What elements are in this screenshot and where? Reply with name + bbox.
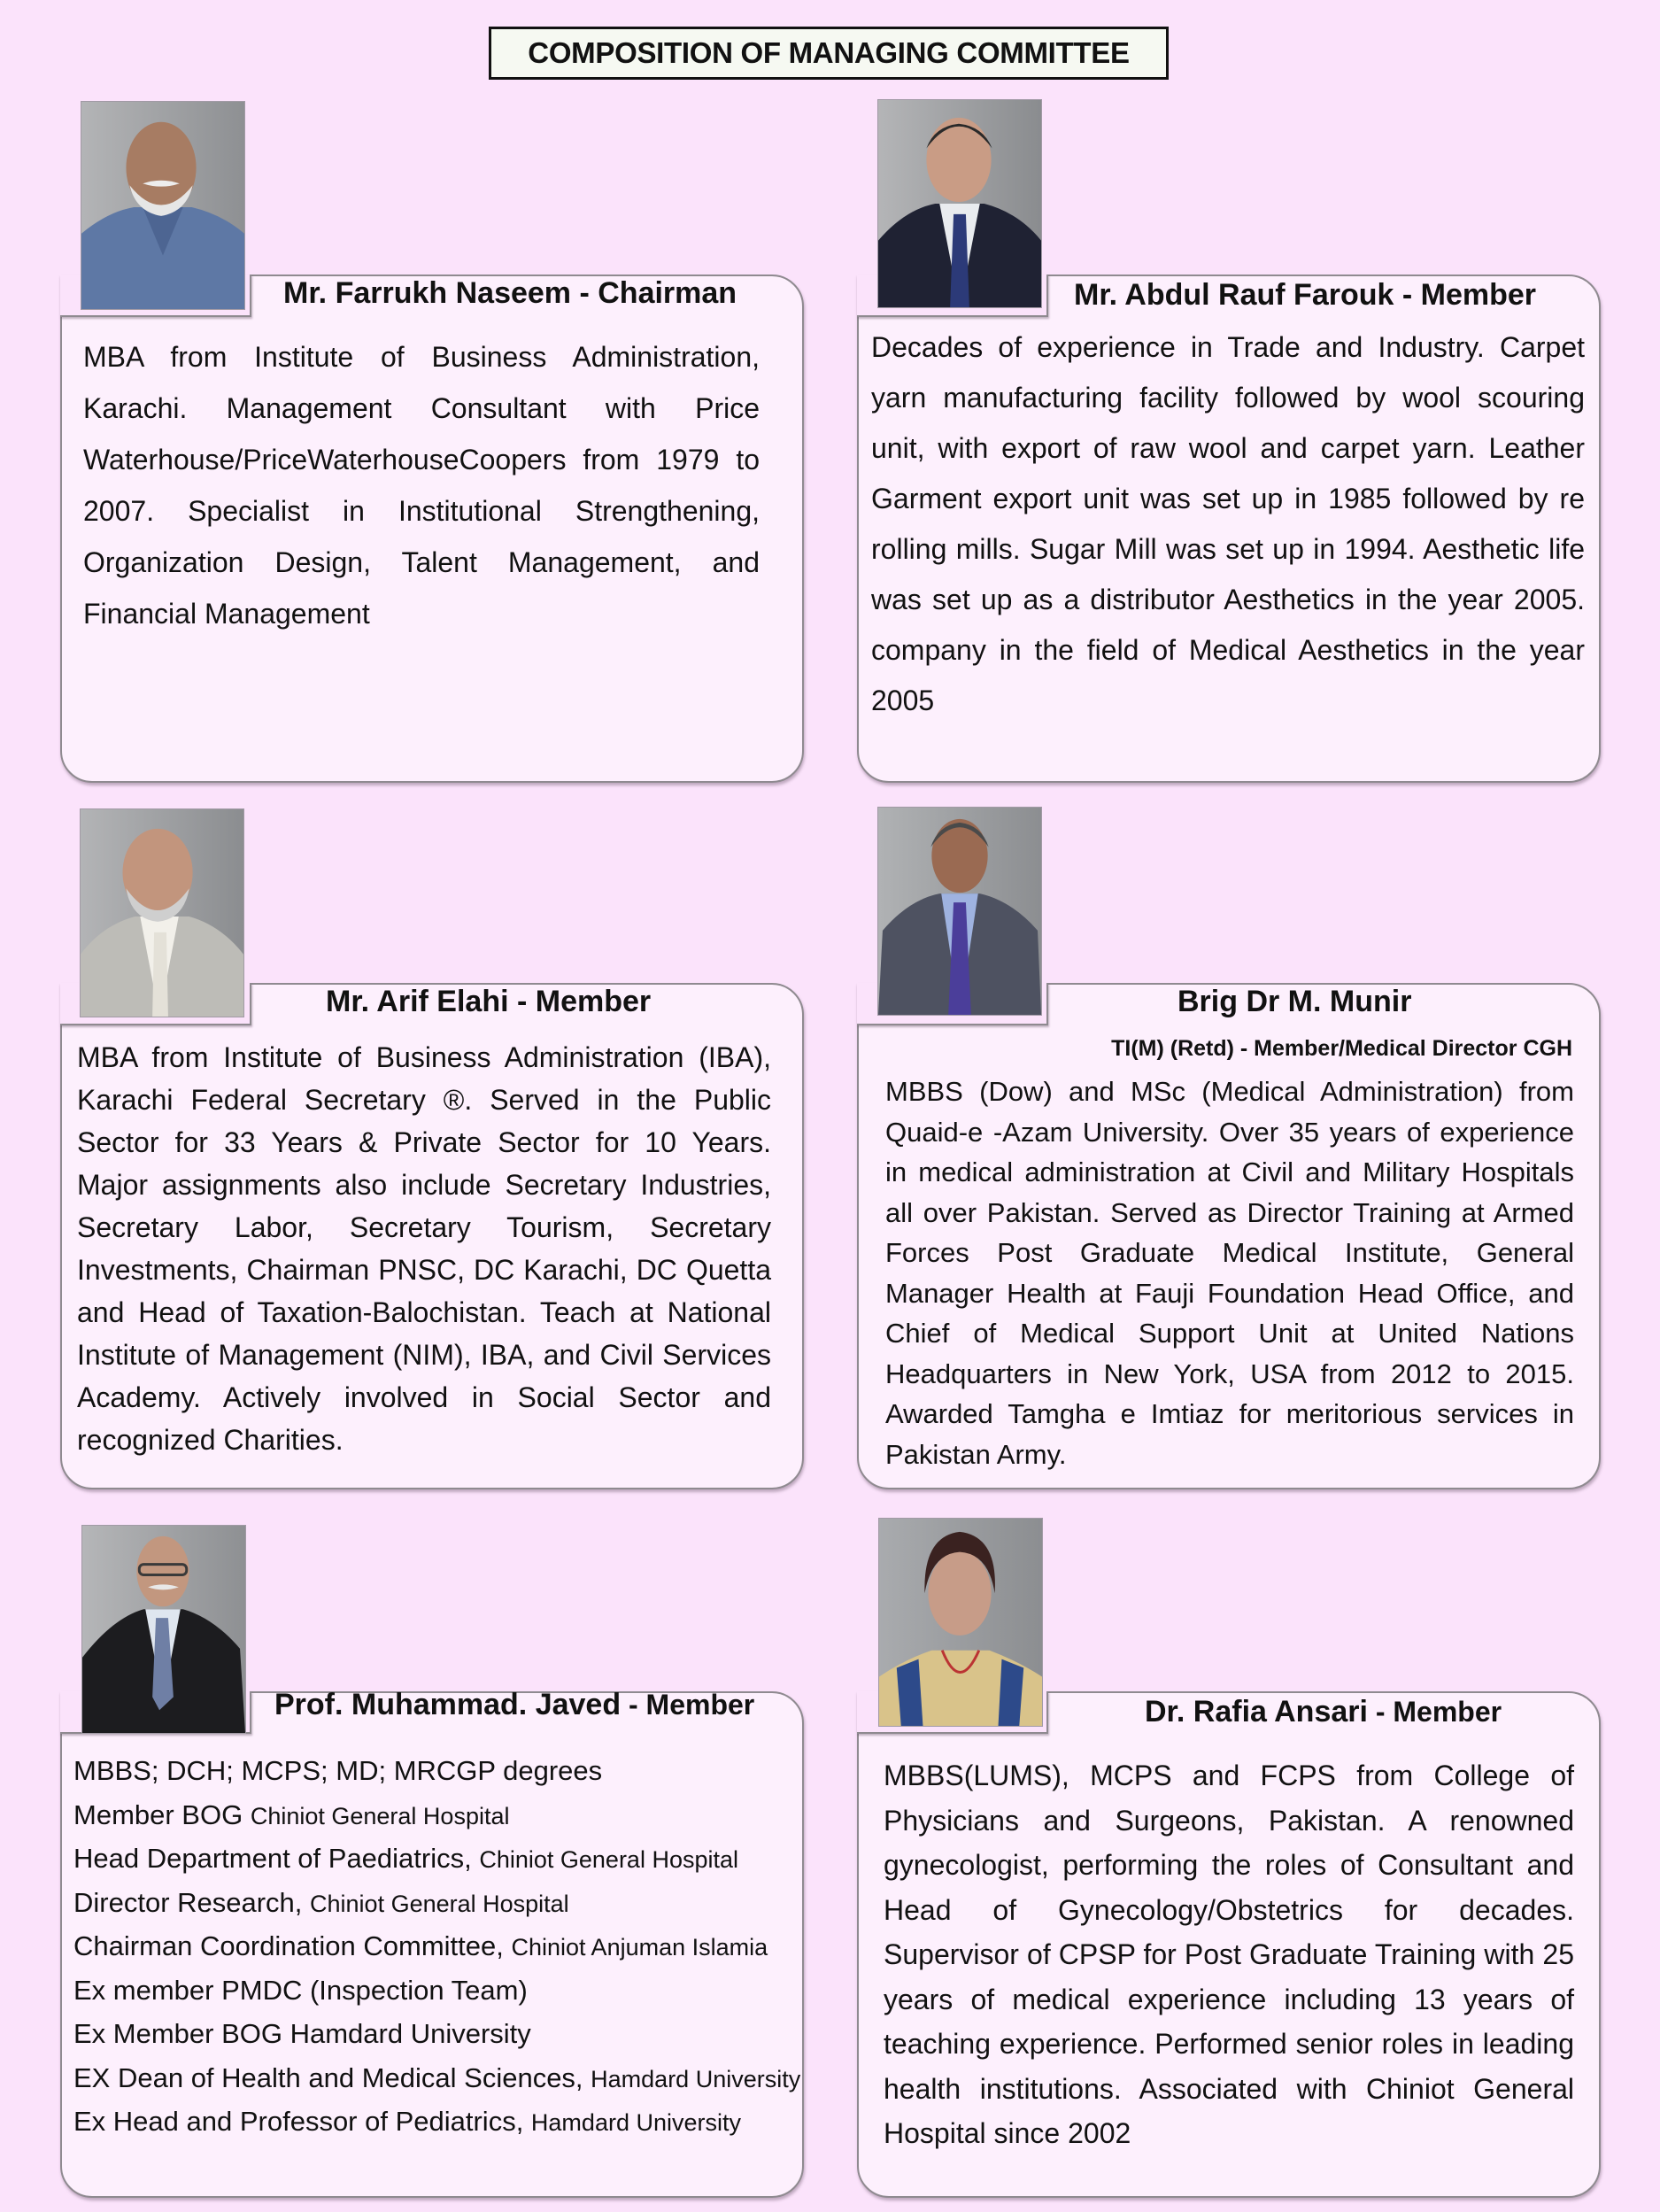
member-name	[1145, 1695, 1502, 1729]
bio-line: Ex member PMDC (Inspection Team)	[73, 1974, 528, 2006]
member-bio: MBBS (Dow) and MSc (Medical Administration) from Quaid-e -Azam University. Over 35 years of experience in medical administration at Civil and Military Hospitals all over Pakistan. Served as Director Training at Armed Forces Post Graduate Medical Institute, General Manager Health at Fauji Foundation Head Office, and Chief of Medical Support Unit at United Nations Headquarters in New York, USA from 2012 to 2015. Awarded Tamgha e Imtiaz for meritorious services in Pakistan Army.	[885, 1076, 1574, 1470]
bio-line: MBBS; DCH; MCPS; MD; MRCGP degrees	[73, 1755, 603, 1786]
member-name: Mr. Farrukh Naseem - Chairman	[283, 276, 737, 310]
member-role: - Member	[621, 1689, 755, 1721]
member-card-abdul-rauf-farouk	[857, 97, 1601, 783]
portrait-photo-icon	[877, 807, 1042, 1016]
member-card-m-munir	[857, 806, 1601, 1489]
member-bio: MBBS(LUMS), MCPS and FCPS from College of Physicians and Surgeons, Pakistan. A renowned gynecologist, performing the roles of Consultant and Head of Gynecology/Obstetrics for decades. Supervisor of CPSP for Post Graduate Training with 25 years of medical experience including 13 years of teaching experience. Performed senior roles in leading health institutions. Associated with Chiniot General Hospital since 2002	[884, 1760, 1574, 2149]
member-card-arif-elahi	[60, 808, 804, 1489]
portrait-photo-icon	[81, 101, 245, 310]
member-subrole: TI(M) (Retd) - Member/Medical Director CGH	[1111, 1036, 1572, 1061]
member-card-rafia-ansari	[857, 1516, 1601, 2198]
member-name-main: Prof. Muhammad. Javed	[274, 1688, 622, 1721]
member-bio: MBA from Institute of Business Administration, Karachi. Management Consultant with Price Waterhouse/PriceWaterhouseCoopers from 1979 to 2007. Specialist in Institutional Strengthening, Organization Design, Talent Management, and Financial Management	[83, 341, 760, 630]
member-name	[274, 1688, 754, 1722]
bio-line: Ex Head and Professor of Pediatrics, Hamdard University	[73, 2106, 741, 2137]
member-card-farrukh-naseem	[60, 99, 804, 783]
bio-line: Member BOG Chiniot General Hospital	[73, 1798, 510, 1830]
member-bio: MBA from Institute of Business Administration (IBA), Karachi Federal Secretary ®. Served in the Public Sector for 33 Years & Private Sector for 10 Years. Major assignments also include Secretary Industries, Secretary Labor, Secretary Tourism, Secretary Investments, Chairman PNSC, DC Karachi, DC Quetta and Head of Taxation-Balochistan. Teach at National Institute of Management (NIM), IBA, and Civil Services Academy. Actively involved in Social Sector and recognized Charities.	[77, 1041, 771, 1456]
portrait-photo-icon	[81, 1525, 246, 1734]
member-name: Mr. Arif Elahi - Member	[326, 985, 652, 1018]
bio-line: EX Dean of Health and Medical Sciences, Hamdard University	[73, 2061, 801, 2093]
member-bio-list	[73, 1750, 801, 2145]
portrait-photo-icon	[878, 1518, 1043, 1727]
portrait-photo-icon	[877, 99, 1042, 308]
bio-line: Director Research, Chiniot General Hospital	[73, 1886, 569, 1918]
member-name-main: Dr. Rafia Ansari	[1145, 1695, 1368, 1729]
bio-line: Chairman Coordination Committee, Chiniot Anjuman Islamia	[73, 1930, 768, 1961]
page-title: COMPOSITION OF MANAGING COMMITTEE	[489, 27, 1169, 80]
member-role: - Member	[1367, 1696, 1502, 1728]
member-name: Brig Dr M. Munir	[1177, 985, 1412, 1018]
member-name: Mr. Abdul Rauf Farouk - Member	[1074, 278, 1537, 312]
portrait-photo-icon	[80, 808, 244, 1017]
bio-line: Ex Member BOG Hamdard University	[73, 2018, 531, 2049]
member-bio: Decades of experience in Trade and Industry. Carpet yarn manufacturing facility followed by wool scouring unit, with export of raw wool and carpet yarn. Leather Garment export unit was set up in 1985 followed by re rolling mills. Sugar Mill was set up in 1994. Aesthetic life was set up as a distributor Aesthetics in the year 2005. company in the field of Medical Aesthetics in the year 2005	[871, 331, 1585, 716]
bio-line: Head Department of Paediatrics, Chiniot General Hospital	[73, 1843, 738, 1874]
member-card-muhammad-javed	[60, 1523, 804, 2198]
